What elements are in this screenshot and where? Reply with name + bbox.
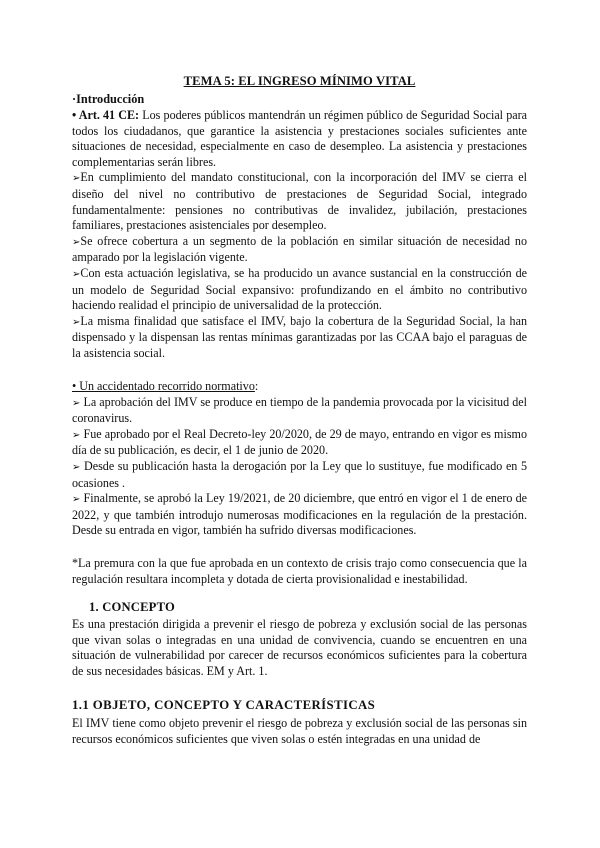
concepto-paragraph: Es una prestación dirigida a prevenir el riesgo de pobreza y exclusión social de las personas que vivan solas o integradas en una unidad de convivencia, cuando se encuentren en una situación de vulnerabilidad por carecer de recursos económicos suficientes para la cobertura de sus necesidades básicas. EM y Art. 1.	[72, 617, 527, 678]
arrow-bullet-icon: ➢	[72, 397, 81, 409]
art41-label: • Art. 41 CE:	[72, 108, 140, 122]
intro-bullet: ➢Se ofrece cobertura a un segmento de la población en similar situación de necesidad no amparado por la legislación vigente.	[72, 233, 527, 265]
recorrido-bullet: ➢ La aprobación del IMV se produce en tiempo de la pandemia provocada por la vicisitud del coronavirus.	[72, 394, 527, 426]
page-title: TEMA 5: EL INGRESO MÍNIMO VITAL	[183, 74, 416, 88]
recorrido-section	[72, 379, 527, 539]
art41-text: Los poderes públicos mantendrán un régimen público de Seguridad Social para todos los ciudadanos, que garantice la asistencia y prestaciones sociales suficientes ante situaciones de necesidad, especialmente en caso de desempleo. La asistencia y prestaciones complementarias serán libres.	[72, 108, 528, 169]
recorrido-heading: • Un accidentado recorrido normativo:	[72, 379, 259, 393]
recorrido-bullet: ➢ Finalmente, se aprobó la Ley 19/2021, de 20 diciembre, que entró en vigor el 1 de enero de 2022, y que también introdujo numerosas modificaciones en la regulación de la prestación. Desde su entrada en vigor, también ha sufrido diversas modificaciones.	[72, 491, 527, 538]
intro-bullet: ➢Con esta actuación legislativa, se ha producido un avance sustancial en la construcción de un modelo de Seguridad Social expansivo: profundizando en el ámbito no contributivo haciendo realidad el principio de universalidad de la protección.	[72, 265, 527, 313]
arrow-bullet-icon: ➢	[72, 494, 81, 506]
recorrido-bullet: ➢ Desde su publicación hasta la derogación por la Ley que lo sustituye, fue modificado en 5 ocasiones .	[72, 458, 527, 490]
intro-bullet: ➢La misma finalidad que satisface el IMV, bajo la cobertura de la Seguridad Social, la han dispensado y la dispensan las rentas mínimas garantizadas por las CCAA bajo el paraguas de la asistencia social.	[72, 313, 527, 360]
arrow-bullet-icon: ➢	[72, 461, 81, 473]
recorrido-bullet: ➢ Fue aprobado por el Real Decreto-ley 20/2020, de 29 de mayo, entrando en vigor es mismo día de su publicación, es decir, el 1 de junio de 2020.	[72, 426, 527, 458]
arrow-bullet-icon: ➢	[72, 173, 81, 185]
arrow-bullet-icon: ➢	[72, 429, 81, 441]
intro-heading: ·Introducción	[72, 92, 145, 106]
arrow-bullet-icon: ➢	[72, 316, 81, 328]
intro-section	[72, 108, 527, 362]
arrow-bullet-icon: ➢	[72, 268, 81, 280]
intro-bullet: ➢En cumplimiento del mandato constitucional, con la incorporación del IMV se cierra el diseño del nivel no contributivo de prestaciones de Seguridad Social, integrado fundamentalmente: pensiones no contributivas de invalidez, jubilación, prestaciones familiares, prestaciones asistenciales por desempleo.	[72, 170, 527, 233]
objeto-paragraph: El IMV tiene como objeto prevenir el riesgo de pobreza y exclusión social de las personas sin recursos económicos suficientes que viven solas o estén integradas en una unidad de	[72, 716, 527, 746]
section-heading-objeto: 1.1 OBJETO, CONCEPTO Y CARACTERÍSTICAS	[72, 698, 376, 712]
section-heading-concepto: 1. CONCEPTO	[89, 600, 175, 614]
crisis-note: *La premura con la que fue aprobada en un contexto de crisis trajo como consecuencia que la regulación resultara incompleta y dotada de cierta provisionalidad e inestabilidad.	[72, 556, 527, 586]
arrow-bullet-icon: ➢	[72, 236, 81, 248]
art41-paragraph	[72, 108, 527, 170]
